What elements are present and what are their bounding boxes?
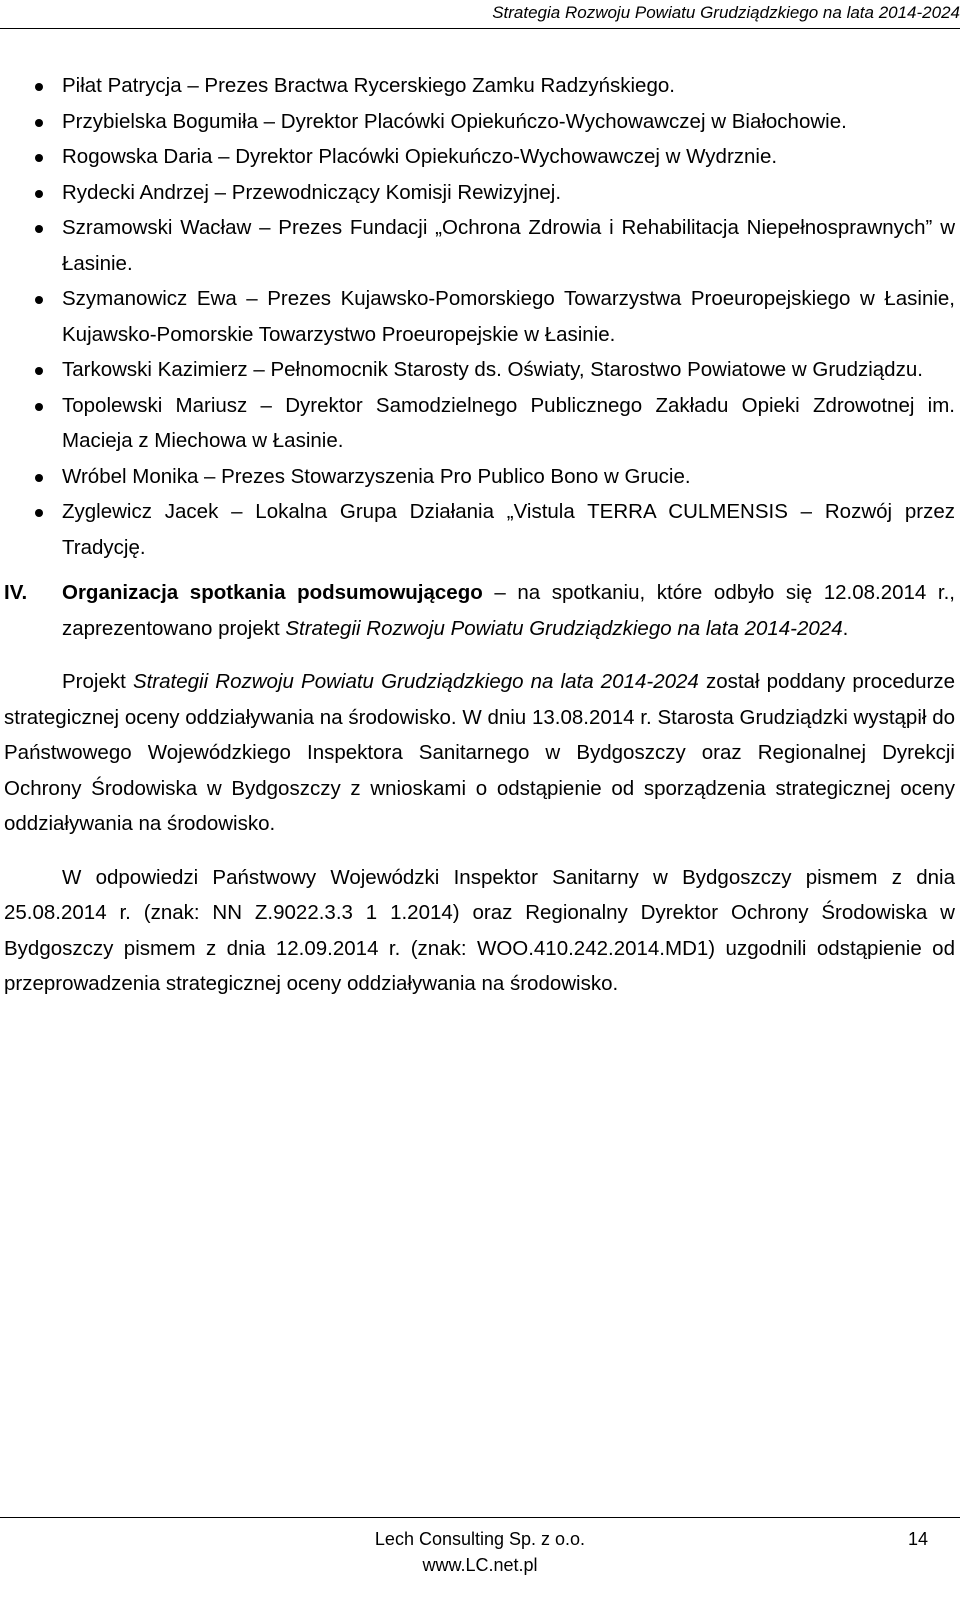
document-title: Strategia Rozwoju Powiatu Grudziądzkiego na lata 2014-2024 bbox=[492, 3, 960, 22]
list-item: Piłat Patrycja – Prezes Bractwa Rycerskiego Zamku Radzyńskiego. bbox=[4, 68, 955, 104]
list-item: Tarkowski Kazimierz – Pełnomocnik Starosty ds. Oświaty, Starostwo Powiatowe w Grudziądzu. bbox=[4, 352, 955, 388]
paragraph-response: W odpowiedzi Państwowy Wojewódzki Inspektor Sanitarny w Bydgoszczy pismem z dnia 25.08.2014 r. (znak: NN Z.9022.3.3 1 1.2014) oraz Regionalny Dyrektor Ochrony Środowiska w Bydgoszczy pismem z dnia 12.09.2014 r. (znak: WOO.410.242.2014.MD1) uzgodnili odstąpienie od przeprowadzenia strategicznej oceny oddziaływania na środowisko. bbox=[4, 865, 955, 995]
list-item: Szymanowicz Ewa – Prezes Kujawsko-Pomorskiego Towarzystwa Proeuropejskiego w Łasinie, Kujawsko-Pomorskie Towarzystwo Proeuropejskie w Łasinie. bbox=[4, 281, 955, 352]
section-text: – na spotkaniu, które odbyło się 12.08.2014 r., zaprezentowano projekt bbox=[62, 581, 955, 640]
section-end: . bbox=[842, 616, 849, 640]
page-number: 14 bbox=[907, 1529, 928, 1549]
section-number: IV. bbox=[4, 581, 28, 604]
footer-url: www.LC.net.pl bbox=[422, 1555, 538, 1575]
paragraph-lead: Projekt bbox=[62, 670, 133, 693]
list-item: Wróbel Monika – Prezes Stowarzyszenia Pro Publico Bono w Grucie. bbox=[4, 459, 955, 495]
strategy-title: Strategii Rozwoju Powiatu Grudziądzkiego na lata 2014-2024 bbox=[285, 616, 843, 640]
list-item: Zyglewicz Jacek – Lokalna Grupa Działania „Vistula TERRA CULMENSIS – Rozwój przez Tradycję. bbox=[4, 494, 955, 565]
page-body bbox=[4, 68, 955, 1002]
paragraph-text: został poddany procedurze strategicznej oceny oddziaływania na środowisko. W dniu 13.08.2014 r. Starosta Grudziądzki wystąpił do Państwowego Wojewódzkiego Inspektora Sanitarnego w Bydgoszczy oraz Regionalnej Dyrekcji Ochrony Środowiska w Bydgoszczy z wnioskami o odstąpienie od sporządzenia strategicznej oceny oddziaływania na środowisko. bbox=[4, 670, 955, 835]
list-item: Topolewski Mariusz – Dyrektor Samodzielnego Publicznego Zakładu Opieki Zdrowotnej im. Macieja z Miechowa w Łasinie. bbox=[4, 388, 955, 459]
list-item: Rogowska Daria – Dyrektor Placówki Opiekuńczo-Wychowawczej w Wydrznie. bbox=[4, 139, 955, 175]
strategy-title: Strategii Rozwoju Powiatu Grudziądzkiego na lata 2014-2024 bbox=[132, 670, 699, 693]
footer-company: Lech Consulting Sp. z o.o. bbox=[374, 1529, 586, 1549]
running-header bbox=[0, 0, 960, 29]
section-title: Organizacja spotkania podsumowującego bbox=[62, 581, 483, 604]
page-footer bbox=[0, 1517, 960, 1618]
section-iv bbox=[4, 575, 955, 646]
list-item: Przybielska Bogumiła – Dyrektor Placówki Opiekuńczo-Wychowawczej w Białochowie. bbox=[4, 104, 955, 140]
participants-list bbox=[4, 68, 955, 565]
paragraph-assessment bbox=[4, 664, 955, 842]
list-item: Rydecki Andrzej – Przewodniczący Komisji Rewizyjnej. bbox=[4, 175, 955, 211]
list-item: Szramowski Wacław – Prezes Fundacji „Ochrona Zdrowia i Rehabilitacja Niepełnosprawnych” w Łasinie. bbox=[4, 210, 955, 281]
